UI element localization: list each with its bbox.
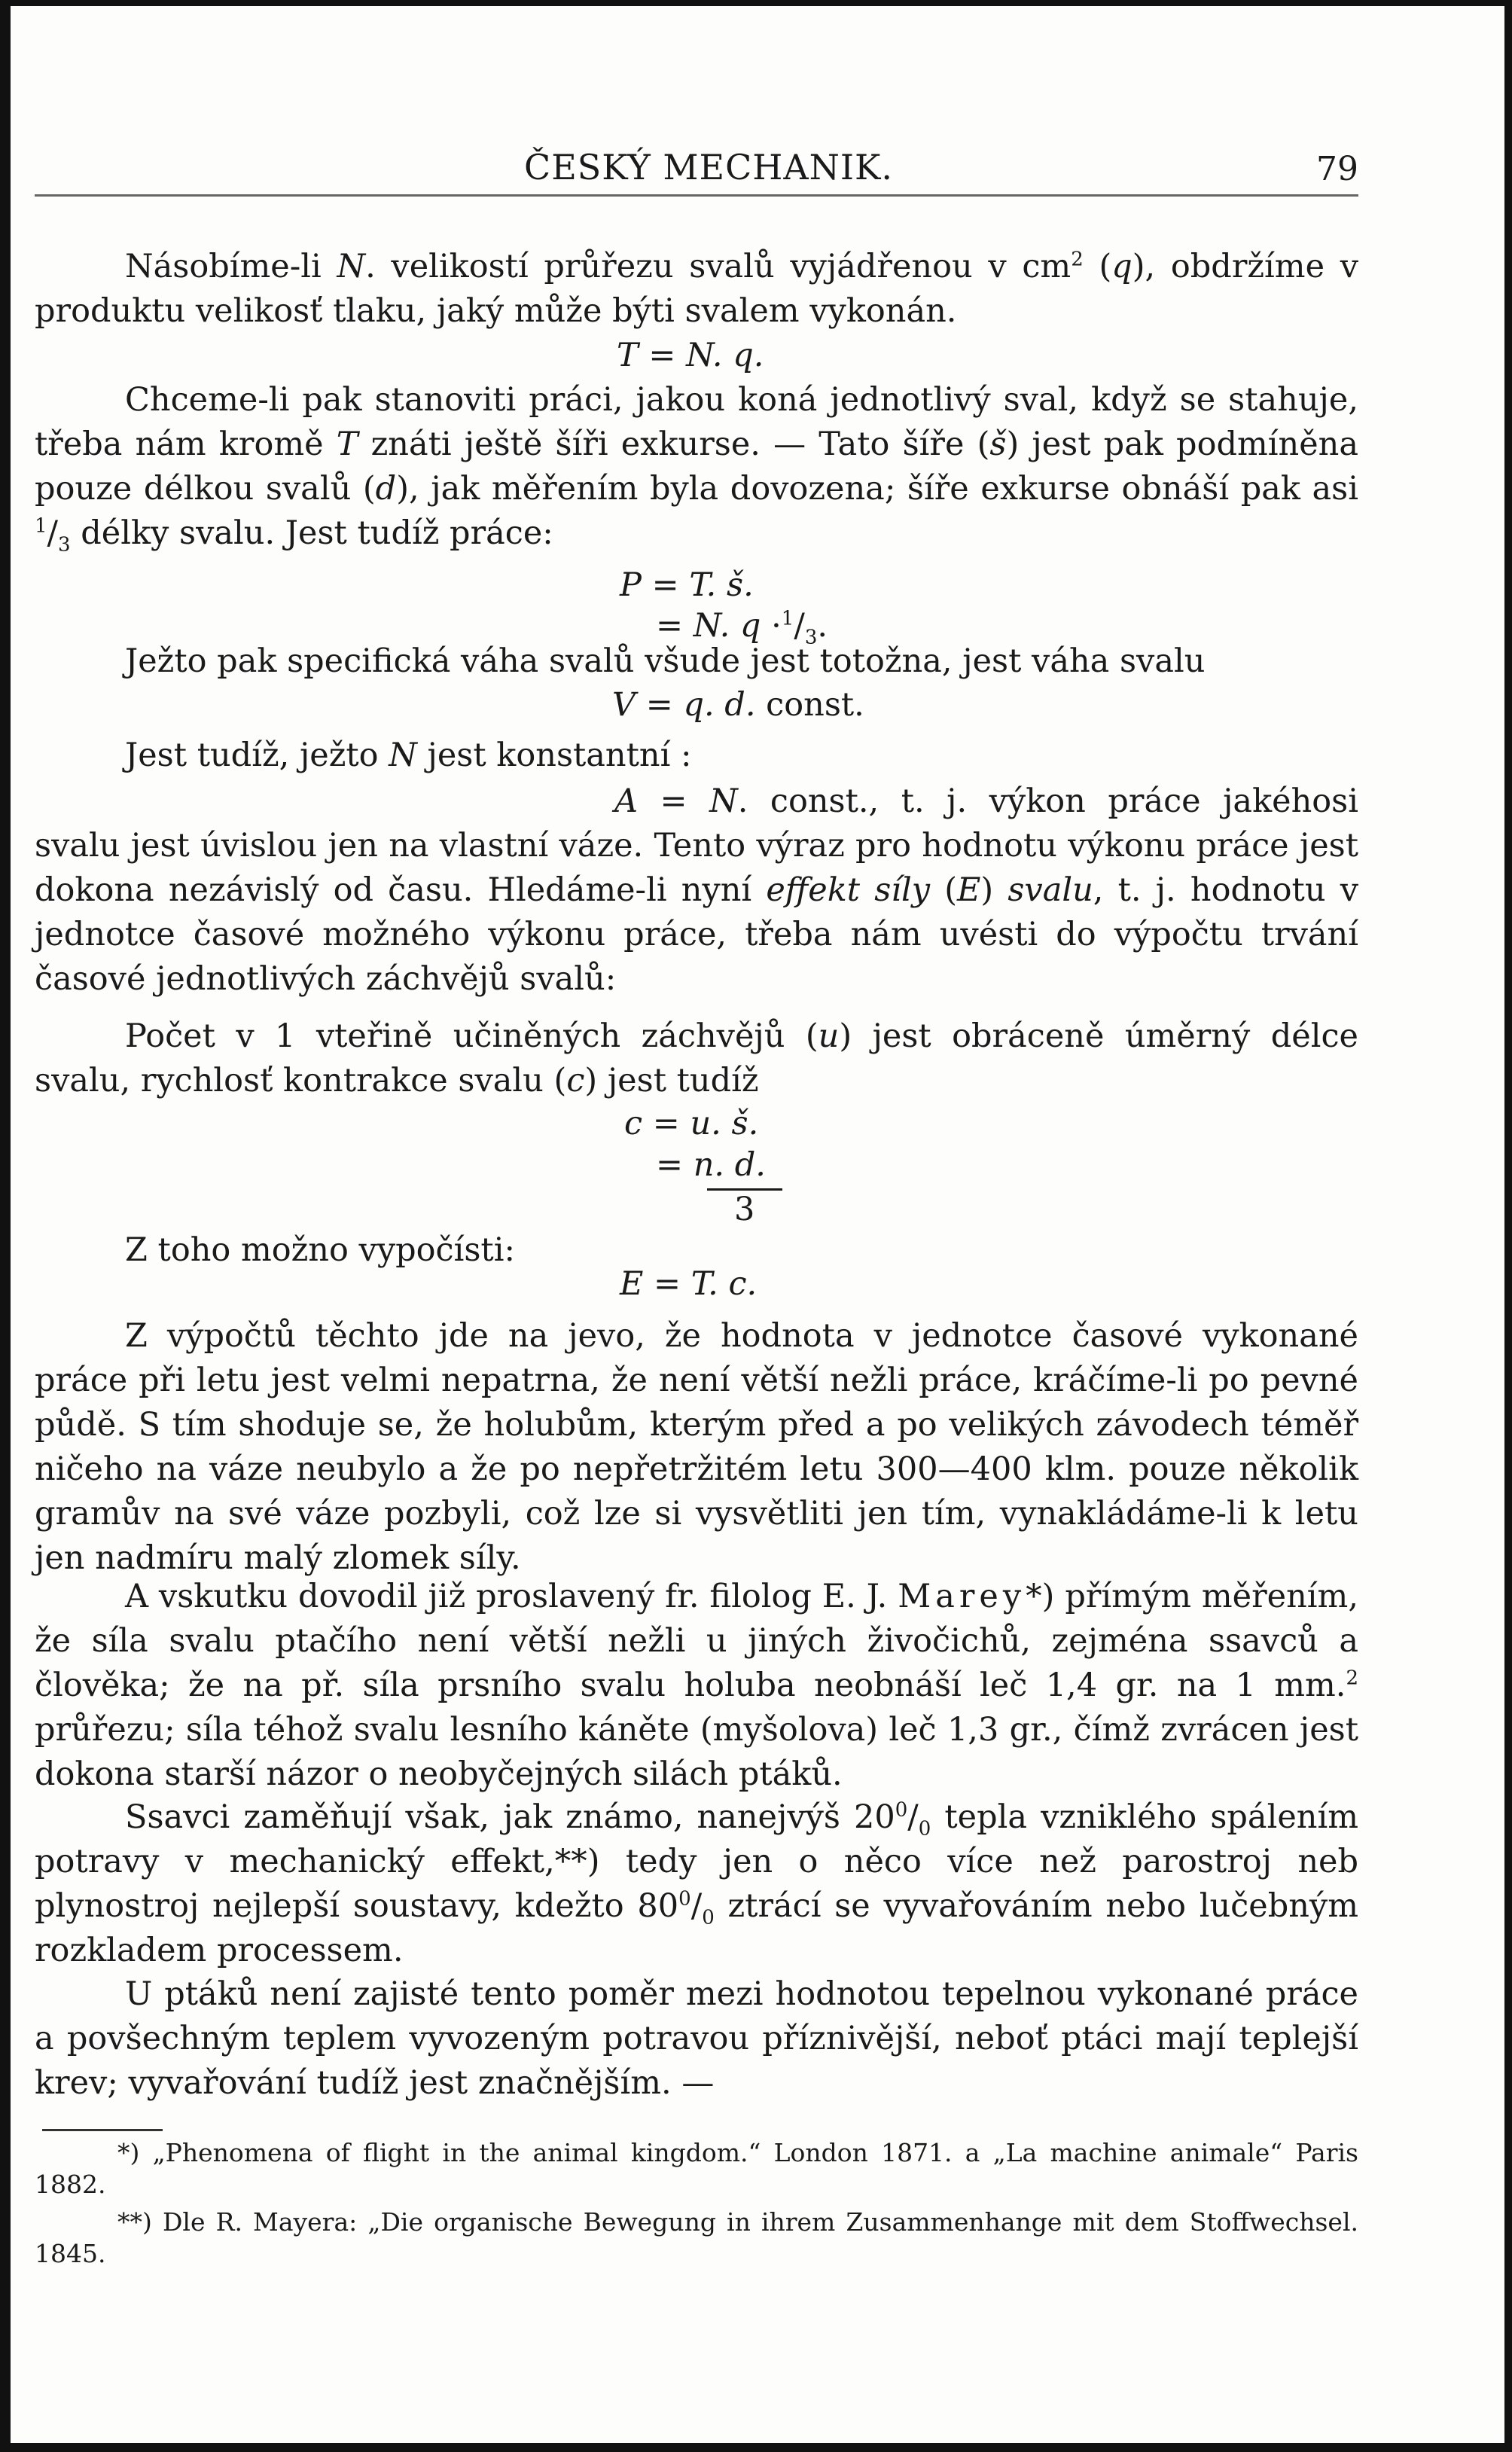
- paragraph-1: Násobíme-li N. velikostí průřezu svalů vyjádřenou v $cm^2$ (q), obdržíme v produktu velikosť tlaku, jaký může býti svalem vykonán.: [35, 248, 1358, 330]
- book-page: [35, 0, 1358, 2452]
- running-title: ČESKÝ MECHANIK.: [524, 147, 894, 188]
- paragraph-5: A = N. const., t. j. výkon práce jakéhosi svalu jest úvislou jen na vlastní váze. Tento výraz pro hodnotu výkonu práce jest dokona nezávislý od času. Hledáme-li nyní effekt síly (E) svalu, t. j. hodnotu v jednotce časové možného výkonu práce, třeba nám uvésti do výpočtu trvání časové jednotlivých záchvějů svalů:: [35, 782, 1358, 998]
- paragraph-4: Jest tudíž, ježto N jest konstantní :: [125, 737, 692, 774]
- footnote-rule: [42, 2129, 163, 2131]
- formula-speed-line-2: = n. d.: [656, 1146, 766, 1184]
- paragraph-3: Ježto pak specifická váha svalů všude jest totožna, jest váha svalu: [125, 642, 1206, 680]
- footnotes: [35, 2137, 1358, 2276]
- fraction-denominator: 3: [734, 1191, 755, 1228]
- paragraph-10: Ssavci zaměňují však, jak známo, nanejvýš $20^0/_0$ tepla vzniklého spálením potravy v mechanický effekt,**) tedy jen o něco více než parostroj neb plynostroj nejlepší soustavy, kdežto $80^0/_0$ ztrácí se vyvařováním nebo lučebným rozkladem processem.: [35, 1798, 1358, 1969]
- formula-effect: E = T. c.: [620, 1265, 758, 1303]
- paragraph-6: Počet v 1 vteřině učiněných záchvějů (u) jest obráceně úměrný délce svalu, rychlosť kontrakce svalu (c) jest tudíž: [35, 1017, 1358, 1099]
- header-rule: [35, 194, 1358, 197]
- paragraph-11: U ptáků není zajisté tento poměr mezi hodnotou tepelnou vykonané práce a povšechným teplem vyvozeným potravou příznivější, neboť ptáci mají teplejší krev; vyvařování tudíž jest značnějším. —: [35, 1975, 1358, 2102]
- paragraph-7: Z toho možno vypočísti:: [125, 1231, 515, 1269]
- formula-work: P = T. š.: [620, 566, 754, 604]
- formula-speed: c = u. š.: [624, 1105, 759, 1142]
- paragraph-8: Z výpočtů těchto jde na jevo, že hodnota v jednotce časové vykonané práce při letu jest velmi nepatrna, že není větší nežli práce, kráčíme-li po pevné půdě. S tím shoduje se, že holubům, kterým před a po velikých závodech téměř ničeho na váze neubylo a že po nepřetržitém letu 300—400 klm. pouze několik gramův na své váze pozbyli, což lze si vysvětliti jen tím, vynakládáme-li k letu jen nadmíru malý zlomek síly.: [35, 1317, 1358, 1577]
- formula-force: T = N. q.: [617, 337, 764, 374]
- formula-weight: V = q. d. const.: [612, 686, 864, 724]
- page-header: [35, 147, 1358, 192]
- footnote-1: *) „Phenomena of flight in the animal kingdom.“ London 1871. a „La machine animale“ Paris 1882.: [35, 2138, 1358, 2199]
- formula-work-line-2: = N. $q \cdot^1/_3$.: [656, 607, 828, 649]
- page-number: 79: [1316, 150, 1358, 188]
- footnote-2: **) Dle R. Mayera: „Die organische Bewegung in ihrem Zusammenhange mit dem Stoffwechsel. 1845.: [35, 2207, 1358, 2268]
- paragraph-9: A vskutku dovodil již proslavený fr. filolog E. J. Marey*) přímým měřením, že síla svalu ptačího není větší nežli u jiných živočichů, zejména ssavců a člověka; že na př. síla prsního svalu holuba neobnáší leč 1,4 gr. na 1 mm.$^2$ průřezu; síla téhož svalu lesního káněte (myšolova) leč 1,3 gr., čímž zvrácen jest dokona starší názor o neobyčejných silách ptáků.: [35, 1578, 1358, 1793]
- paragraph-2: Chceme-li pak stanoviti práci, jakou koná jednotlivý sval, když se stahuje, třeba nám kromě T znáti ještě šíři exkurse. — Tato šíře (š) jest pak podmíněna pouze délkou svalů (d), jak měřením byla dovozena; šíře exkurse obnáší pak asi $^1/_3$ délky svalu. Jest tudíž práce:: [35, 381, 1358, 557]
